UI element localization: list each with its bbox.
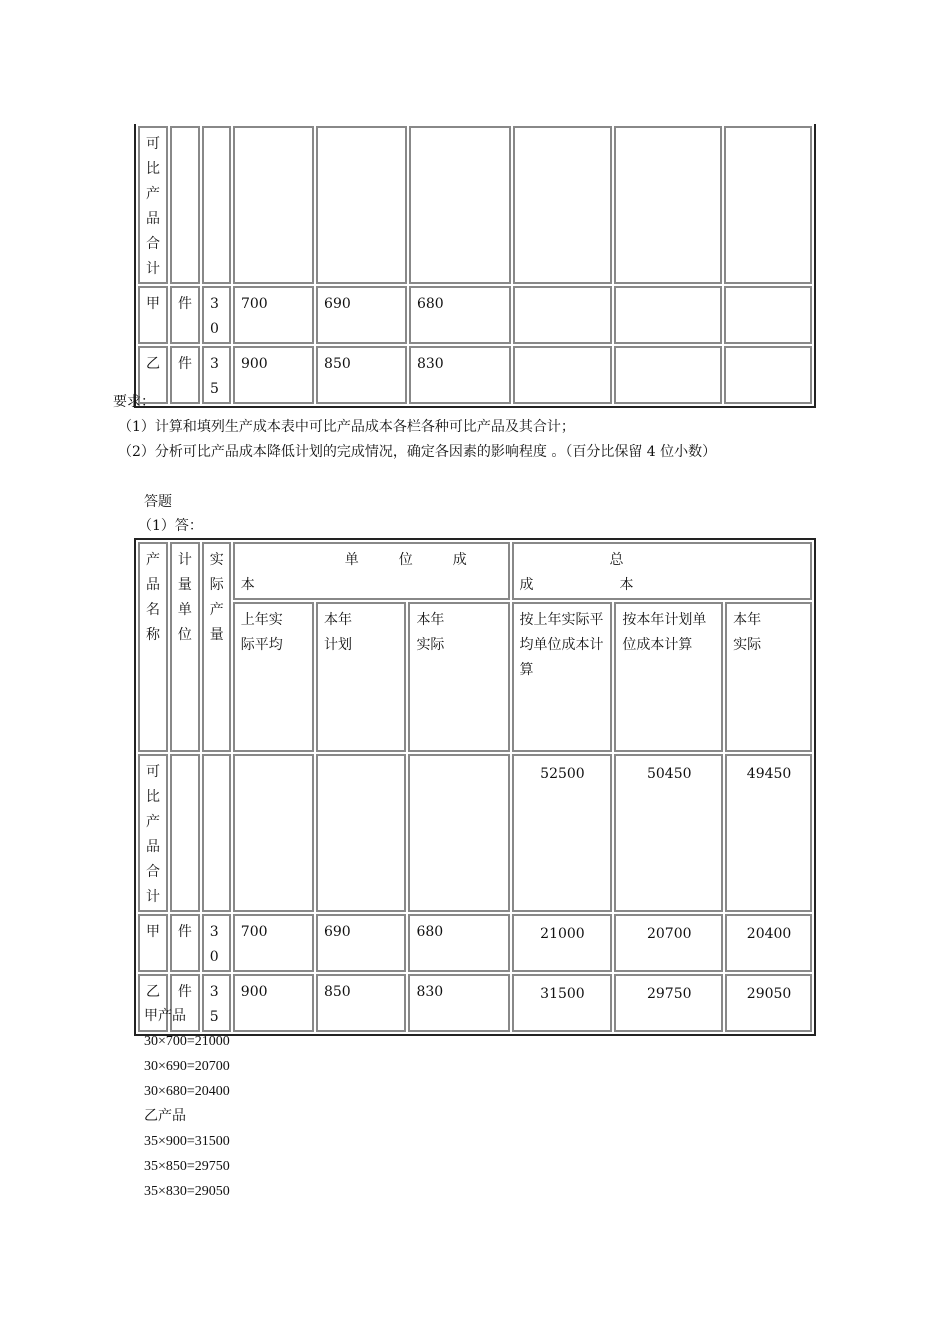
table-header-row	[138, 542, 812, 600]
total-plan-cell	[614, 126, 722, 284]
cost-table-answer	[134, 538, 816, 1036]
prev-avg-cell: 900	[233, 346, 314, 404]
header-total-prev: 按上年实际平均单位成本计算	[512, 602, 613, 752]
total-prev-cell: 21000	[512, 914, 613, 972]
cost-table-partial	[134, 124, 816, 408]
header-actual: 本年实际	[408, 602, 509, 752]
header-product-name: 产品名称	[138, 542, 168, 752]
calc-line: 35×900=31500	[144, 1134, 230, 1149]
total-actual-cell	[724, 126, 812, 284]
unit-cell: 件	[170, 914, 200, 972]
calc-line: 30×690=20700	[144, 1059, 230, 1074]
header-unit-cost-group: 单 位 成 本	[233, 542, 510, 600]
unit-cell: 件	[170, 346, 200, 404]
prev-avg-cell	[233, 126, 314, 284]
answer-part-1: （1）答：	[138, 518, 203, 534]
prev-avg-cell: 700	[233, 914, 314, 972]
product-name-cell: 甲	[138, 914, 168, 972]
product-name-cell: 可比产品合计	[138, 126, 168, 284]
total-actual-cell	[724, 286, 812, 344]
plan-cell	[316, 754, 406, 912]
total-prev-cell	[513, 126, 612, 284]
total-plan-cell: 50450	[614, 754, 723, 912]
header-total-cost-group: 总 成 本	[512, 542, 812, 600]
requirement-item-2: （2）分析可比产品成本降低计划的完成情况，确定各因素的影响程度 。（百分比保留 4 位小数）	[118, 444, 717, 460]
qty-cell: 30	[202, 914, 231, 972]
requirements-heading: 要求：	[113, 394, 155, 410]
header-total-plan: 按本年计划单位成本计算	[614, 602, 723, 752]
total-plan-cell	[614, 346, 722, 404]
plan-cell: 690	[316, 914, 406, 972]
total-plan-cell: 29750	[614, 974, 723, 1032]
plan-cell	[316, 126, 407, 284]
header-total-actual: 本年实际	[725, 602, 812, 752]
plan-cell: 850	[316, 974, 406, 1032]
header-unit: 计量单位	[170, 542, 200, 752]
qty-cell: 35	[202, 974, 231, 1032]
table-row	[138, 754, 812, 912]
table-row	[138, 286, 812, 344]
total-actual-cell	[724, 346, 812, 404]
product-name-cell: 可比产品合计	[138, 754, 168, 912]
table-row	[138, 914, 812, 972]
actual-cell: 830	[409, 346, 511, 404]
product-name-cell: 乙	[138, 974, 168, 1032]
header-prev-avg: 上年实际平均	[233, 602, 314, 752]
calculations	[144, 1004, 444, 1204]
unit-cell: 件	[170, 974, 200, 1032]
actual-cell	[408, 754, 509, 912]
actual-cell: 830	[408, 974, 509, 1032]
qty-cell	[202, 126, 231, 284]
calc-line: 30×700=21000	[144, 1034, 230, 1049]
qty-cell	[202, 754, 231, 912]
prev-avg-cell	[233, 754, 314, 912]
unit-cell	[170, 126, 200, 284]
actual-cell: 680	[408, 914, 509, 972]
answer-heading: 答题	[144, 494, 172, 510]
unit-cell: 件	[170, 286, 200, 344]
calc-line: 35×830=29050	[144, 1184, 230, 1199]
table-row	[138, 346, 812, 404]
table-header-row	[138, 602, 812, 752]
plan-cell: 690	[316, 286, 407, 344]
total-actual-cell: 20400	[725, 914, 812, 972]
prev-avg-cell: 900	[233, 974, 314, 1032]
qty-cell: 30	[202, 286, 231, 344]
calc-line: 30×680=20400	[144, 1084, 230, 1099]
total-plan-cell: 20700	[614, 914, 723, 972]
total-actual-cell: 49450	[725, 754, 812, 912]
total-actual-cell: 29050	[725, 974, 812, 1032]
table-row	[138, 126, 812, 284]
yi-title: 乙产品	[144, 1109, 186, 1124]
requirement-item-1: （1）计算和填列生产成本表中可比产品成本各栏各种可比产品及其合计；	[118, 419, 575, 435]
qty-cell: 35	[202, 346, 231, 404]
product-name-cell: 乙	[138, 346, 168, 404]
jia-title: 甲产品	[144, 1009, 186, 1024]
total-plan-cell	[614, 286, 722, 344]
total-prev-cell: 52500	[512, 754, 613, 912]
actual-cell: 680	[409, 286, 511, 344]
product-name-cell: 甲	[138, 286, 168, 344]
total-prev-cell	[513, 286, 612, 344]
total-prev-cell: 31500	[512, 974, 613, 1032]
actual-cell	[409, 126, 511, 284]
unit-cell	[170, 754, 200, 912]
prev-avg-cell: 700	[233, 286, 314, 344]
calc-line: 35×850=29750	[144, 1159, 230, 1174]
header-plan: 本年计划	[316, 602, 406, 752]
header-qty: 实际产量	[202, 542, 231, 752]
plan-cell: 850	[316, 346, 407, 404]
total-prev-cell	[513, 346, 612, 404]
